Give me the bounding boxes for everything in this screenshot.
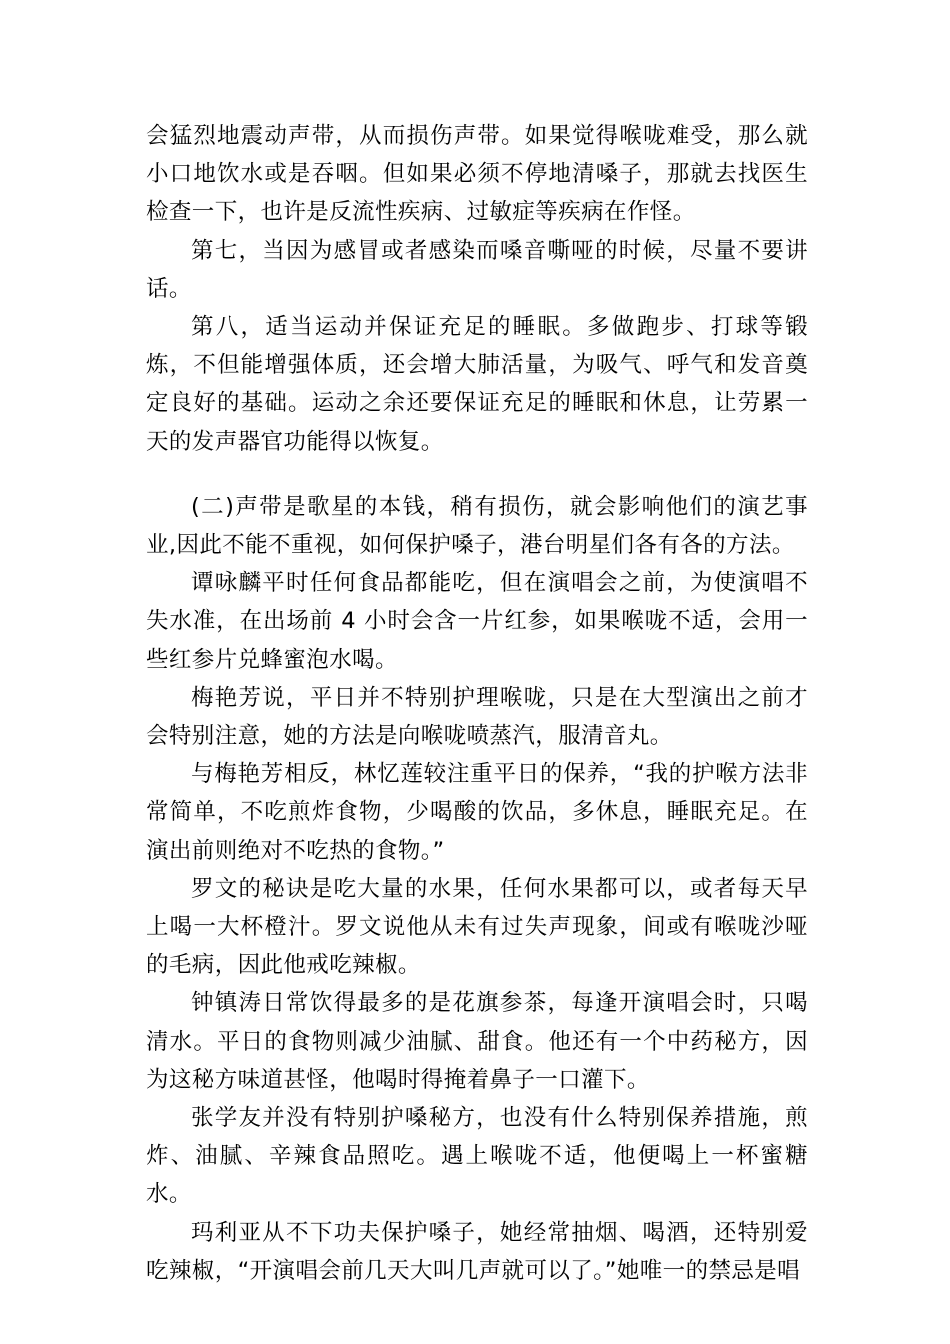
paragraph-point-seven: 第七，当因为感冒或者感染而嗓音嘶哑的时候，尽量不要讲话。	[146, 237, 808, 302]
paragraph-anita-mui: 梅艳芳说，平日并不特别护理喉咙，只是在大型演出之前才会特别注意，她的方法是向喉咙喷蒸汽，服清音丸。	[146, 684, 808, 750]
paragraph-jacky-cheung: 张学友并没有特别护嗓秘方，也没有什么特别保养措施，煎炸、油腻、辛辣食品照吃。遇上喉咙不适，他便喝上一杯蜜糖水。	[146, 1105, 808, 1208]
section-gap	[146, 461, 808, 488]
document-body	[146, 117, 808, 1290]
paragraph-kenny-bee: 钟镇涛日常饮得最多的是花旗参茶，每逢开演唱会时，只喝清水。平日的食物则减少油腻、甜食。他还有一个中药秘方，因为这秘方味道甚怪，他喝时得掩着鼻子一口灌下。	[146, 990, 808, 1093]
paragraph-sandy-lam: 与梅艳芳相反，林忆莲较注重平日的保养，“我的护喉方法非常简单，不吃煎炸食物，少喝酸的饮品，多休息，睡眠充足。在演出前则绝对不吃热的食物。”	[146, 761, 808, 864]
paragraph-section-two-intro: (二)声带是歌星的本钱，稍有损伤，就会影响他们的演艺事业,因此不能不重视，如何保护嗓子，港台明星们各有各的方法。	[146, 493, 808, 559]
paragraph-maria: 玛利亚从不下功夫保护嗓子，她经常抽烟、喝酒，还特别爱吃辣椒，“开演唱会前几天大叫几声就可以了。”她唯一的禁忌是唱	[146, 1219, 808, 1284]
paragraph-alan-tam: 谭咏麟平时任何食品都能吃，但在演唱会之前，为使演唱不失水准，在出场前 4 小时会含一片红参，如果喉咙不适，会用一些红参片兑蜂蜜泡水喝。	[146, 570, 808, 673]
paragraph-continuation: 会猛烈地震动声带，从而损伤声带。如果觉得喉咙难受，那么就小口地饮水或是吞咽。但如果必须不停地清嗓子，那就去找医生检查一下，也许是反流性疾病、过敏症等疾病在作怪。	[146, 123, 808, 226]
paragraph-roman-tam: 罗文的秘诀是吃大量的水果，任何水果都可以，或者每天早上喝一大杯橙汁。罗文说他从未有过失声现象，间或有喉咙沙哑的毛病，因此他戒吃辣椒。	[146, 875, 808, 979]
paragraph-point-eight: 第八，适当运动并保证充足的睡眠。多做跑步、打球等锻炼，不但能增强体质，还会增大肺活量，为吸气、呼气和发音奠定良好的基础。运动之余还要保证充足的睡眠和休息，让劳累一天的发声器官功能得以恢复。	[146, 314, 808, 455]
